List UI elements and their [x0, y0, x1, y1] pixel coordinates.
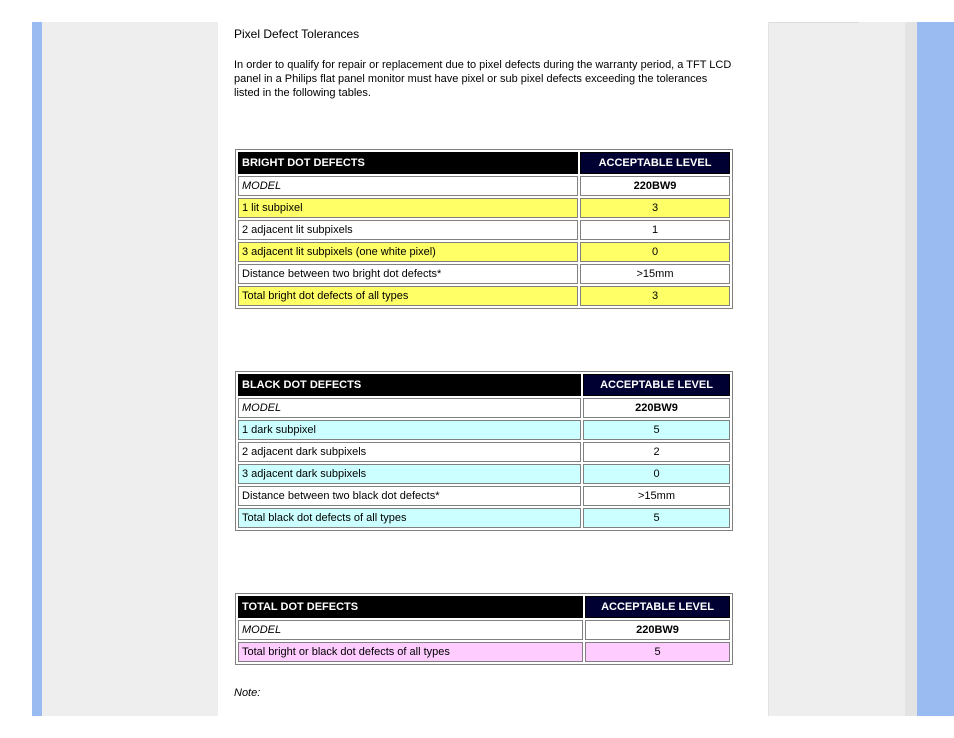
row-label: Total bright dot defects of all types — [238, 286, 578, 306]
header-cell: ACCEPTABLE LEVEL — [583, 374, 730, 396]
table-header-row — [238, 374, 730, 396]
page-title: Pixel Defect Tolerances — [234, 27, 360, 41]
row-value: >15mm — [580, 264, 730, 284]
row-value: 0 — [580, 242, 730, 262]
table-row — [238, 286, 730, 306]
table-row — [238, 420, 730, 440]
table-row — [238, 442, 730, 462]
row-label: Total bright or black dot defects of all types — [238, 642, 583, 662]
row-value: >15mm — [583, 486, 730, 506]
table-row — [238, 242, 730, 262]
row-value: 0 — [583, 464, 730, 484]
model-value: 220BW9 — [583, 398, 730, 418]
right-gray-strip — [905, 22, 917, 716]
total-dot-defects-table — [235, 593, 733, 665]
row-value: 5 — [583, 420, 730, 440]
intro-paragraph: In order to qualify for repair or replacement due to pixel defects during the warranty period, a TFT LCD panel in a Philips flat panel monitor must have pixel or sub pixel defects exceeding the tolerances listed in the following tables. — [234, 59, 732, 99]
row-label: Distance between two bright dot defects* — [238, 264, 578, 284]
model-row — [238, 398, 730, 418]
row-value: 3 — [580, 286, 730, 306]
header-cell: TOTAL DOT DEFECTS — [238, 596, 583, 618]
row-value: 5 — [583, 508, 730, 528]
model-label: MODEL — [238, 620, 583, 640]
header-cell: BRIGHT DOT DEFECTS — [238, 152, 578, 174]
row-label: 2 adjacent lit subpixels — [238, 220, 578, 240]
row-value: 3 — [580, 198, 730, 218]
right-blue-strip — [917, 22, 954, 716]
header-cell: ACCEPTABLE LEVEL — [580, 152, 730, 174]
row-value: 2 — [583, 442, 730, 462]
row-label: Distance between two black dot defects* — [238, 486, 581, 506]
row-label: 1 dark subpixel — [238, 420, 581, 440]
model-row — [238, 176, 730, 196]
bright-dot-defects-table — [235, 149, 733, 309]
model-value: 220BW9 — [580, 176, 730, 196]
header-cell: BLACK DOT DEFECTS — [238, 374, 581, 396]
note-label: Note: — [234, 687, 261, 699]
black-dot-defects-table — [235, 371, 733, 531]
row-value: 5 — [585, 642, 730, 662]
right-gray-panel — [768, 22, 906, 716]
row-label: Total black dot defects of all types — [238, 508, 581, 528]
table-header-row — [238, 596, 730, 618]
table-header-row — [238, 152, 730, 174]
table-row — [238, 486, 730, 506]
left-gray-panel — [42, 22, 218, 716]
header-cell: ACCEPTABLE LEVEL — [585, 596, 730, 618]
model-label: MODEL — [238, 398, 581, 418]
table-row — [238, 642, 730, 662]
model-label: MODEL — [238, 176, 578, 196]
row-label: 2 adjacent dark subpixels — [238, 442, 581, 462]
row-label: 3 adjacent dark subpixels — [238, 464, 581, 484]
table-row — [238, 220, 730, 240]
row-label: 1 lit subpixel — [238, 198, 578, 218]
model-row — [238, 620, 730, 640]
model-value: 220BW9 — [585, 620, 730, 640]
table-row — [238, 464, 730, 484]
row-label: 3 adjacent lit subpixels (one white pixel) — [238, 242, 578, 262]
table-row — [238, 264, 730, 284]
row-value: 1 — [580, 220, 730, 240]
table-row — [238, 198, 730, 218]
table-row — [238, 508, 730, 528]
left-blue-strip — [32, 22, 42, 716]
divider — [769, 22, 859, 23]
